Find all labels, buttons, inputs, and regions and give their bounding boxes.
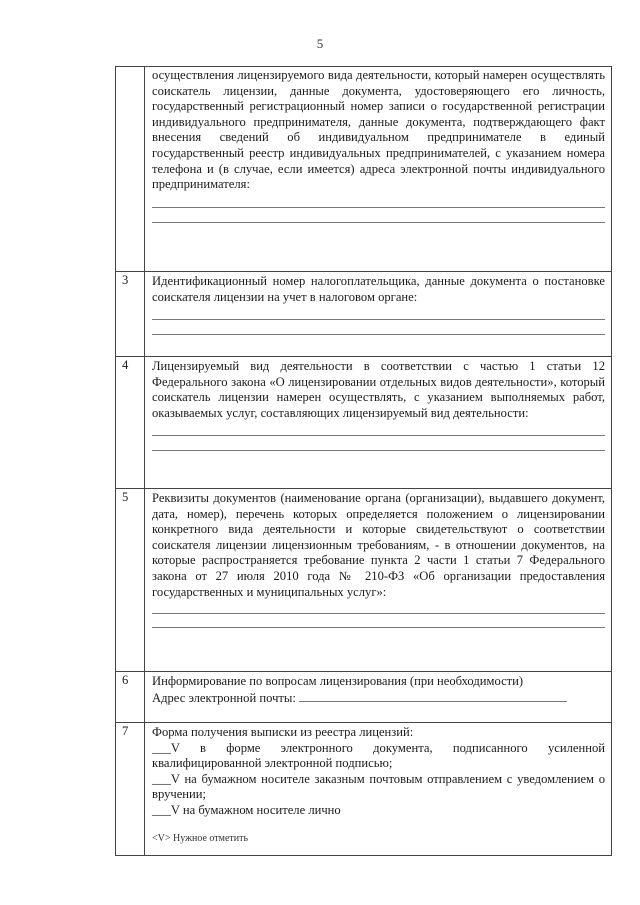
row-number: 5 [116, 489, 145, 672]
fill-line[interactable] [152, 193, 605, 208]
extract-form-title: Форма получения выписки из реестра лицензий: [152, 725, 414, 739]
info-title: Информирование по вопросам лицензирования (при необходимости) [152, 674, 524, 688]
row-number [116, 67, 145, 272]
table-row [116, 272, 612, 357]
fill-line[interactable] [152, 600, 605, 614]
option-in-person[interactable]: ___V на бумажном носителе лично [152, 802, 341, 817]
row-content [145, 672, 612, 723]
option-electronic[interactable]: ___V в форме электронного документа, подписанного усиленной квалифицированной электронной подписью; [152, 740, 605, 771]
row-content [145, 357, 612, 489]
table-row [116, 67, 612, 272]
fill-line[interactable] [152, 421, 605, 436]
option-mail[interactable]: ___V на бумажном носителе заказным почтовым отправлением с уведомлением о вручении; [152, 771, 605, 802]
row-content [145, 67, 612, 272]
email-row [152, 690, 605, 707]
license-application-table [115, 66, 612, 856]
email-input-line[interactable] [299, 690, 567, 702]
row-text: Лицензируемый вид деятельности в соответствии с частью 1 статьи 12 Федерального закона «О лицензировании отдельных видов деятельности», который соискатель лицензии намерен осуществлять, с указанием выполняемых работ, оказываемых услуг, составляющих лицензируемый вид деятельности: [152, 359, 605, 420]
row-text: Реквизиты документов (наименование органа (организации), выдавшего документ, дата, номер), перечень которых определяется положением о лицензировании конкретного вида деятельности и которые свидетельствуют о соответствии соискателя лицензии лицензионным требованиям, - в отношении документов, на которые распространяется требование пункта 2 части 1 статьи 7 Федерального закона от 27 июля 2010 года № 210-ФЗ «Об организации предоставления государственных и муниципальных услуг»: [152, 491, 605, 599]
table-row [116, 489, 612, 672]
table-row [116, 357, 612, 489]
row-content [145, 272, 612, 357]
row-content [145, 489, 612, 672]
table-row [116, 672, 612, 723]
row-text: Идентификационный номер налогоплательщика, данные документа о постановке соискателя лицензии на учет в налоговом органе: [152, 274, 605, 304]
row-number: 4 [116, 357, 145, 489]
page-number: 5 [316, 36, 324, 51]
row-number: 7 [116, 723, 145, 856]
fill-line[interactable] [152, 436, 605, 451]
row-number: 3 [116, 272, 145, 357]
fill-line[interactable] [152, 305, 605, 320]
fill-line[interactable] [152, 208, 605, 223]
email-label: Адрес электронной почты: [152, 690, 296, 705]
fill-line[interactable] [152, 320, 605, 335]
footnote: <V> Нужное отметить [152, 832, 249, 844]
row-content [145, 723, 612, 856]
row-text: осуществления лицензируемого вида деятельности, который намерен осуществлять соискатель лицензии, данные документа, удостоверяющего его личность, государственный регистрационный номер записи о государственной регистрации индивидуального предпринимателя, данные документа, подтверждающего факт внесения сведений об индивидуальном предпринимателе в единый государственный реестр индивидуальных предпринимателей, с указанием номера телефона и (в случае, если имеется) адреса электронной почты индивидуального предпринимателя: [152, 68, 605, 192]
fill-line[interactable] [152, 614, 605, 628]
row-number: 6 [116, 672, 145, 723]
table-row [116, 723, 612, 856]
